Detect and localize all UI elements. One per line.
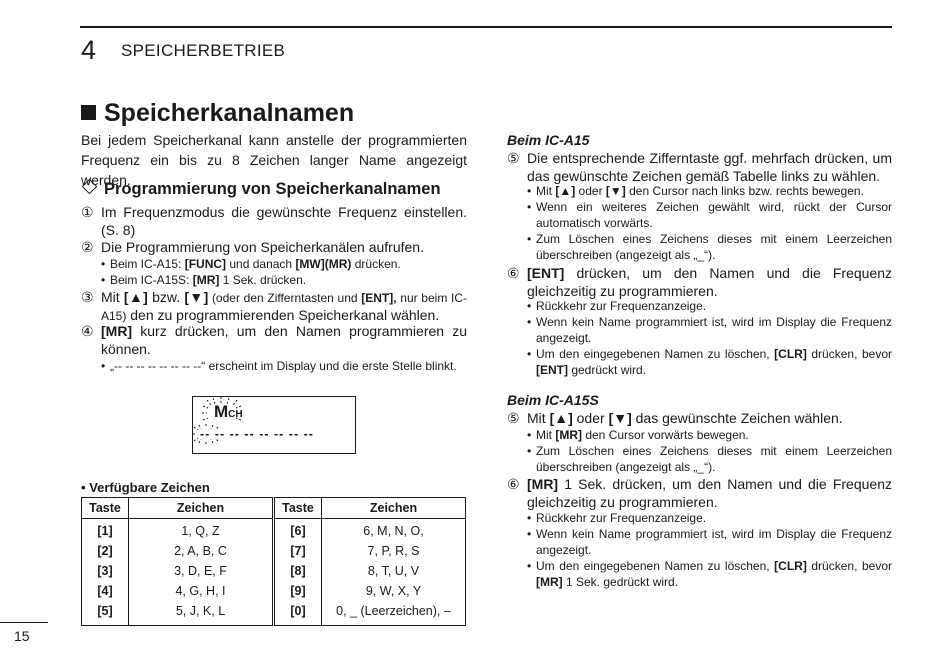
square-bullet-icon [81, 105, 96, 120]
a15s-step-6 [507, 475, 892, 511]
diamond-icon [82, 179, 98, 195]
bullet-item: • Wenn kein Name programmiert ist, wird im Display die Frequenz angezeigt. [527, 315, 892, 345]
bullet-item: • Beim IC-A15: [FUNC] und danach [MW](MR) drücken. [101, 257, 401, 271]
step-4 [81, 322, 467, 358]
table-row: [1] 1, Q, Z [6] 6, M, N, O, [82, 519, 466, 542]
step-number: ① [81, 204, 94, 220]
step-number: ⑥ [507, 265, 520, 281]
a15-step-5 [507, 149, 892, 185]
step-text: Die entsprechende Zifferntaste ggf. mehrfach drücken, um das gewünschte Zeichen gemäß Tabelle links zu wählen. [527, 150, 892, 184]
section-heading-text: Speicherkanalnamen [104, 99, 355, 127]
step-number: ⑤ [507, 150, 520, 166]
step-number: ③ [81, 289, 94, 305]
bullet-item: • Rückkehr zur Frequenzanzeige. [527, 511, 707, 525]
a15s-heading: Beim IC-A15S [507, 392, 599, 408]
step-text: Mit [▲] bzw. [▼] (oder den Zifferntasten und [ENT], nur beim IC-A15) den zu programmierenden Speicherkanal wählen. [101, 289, 468, 323]
chapter-title: SPEICHERBETRIEB [121, 41, 286, 60]
bullet-item: • Mit [▲] oder [▼] den Cursor nach links bzw. rechts bewegen. [527, 184, 864, 198]
section-heading [81, 98, 354, 128]
bullet-item: • Um den eingegebenen Namen zu löschen, [CLR] drücken, bevor [MR] 1 Sek. gedrückt wird. [527, 559, 892, 589]
table-row: [5] 5, J, K, L [0] 0, _ (Leerzeichen), – [82, 601, 466, 626]
bullet-item: • Beim IC-A15S: [MR] 1 Sek. drücken. [101, 273, 307, 287]
bullet-item: • Mit [MR] den Cursor vorwärts bewegen. [527, 428, 749, 442]
step-number: ⑥ [507, 476, 520, 492]
a15-heading: Beim IC-A15 [507, 132, 590, 148]
step-1 [81, 203, 467, 239]
page-number-rule [0, 622, 48, 623]
table-row: [2] 2, A, B, C [7] 7, P, R, S [82, 541, 466, 561]
bullet-item: • Zum Löschen eines Zeichens dieses mit einem Leerzeichen überschreiben (angezeigt als „_“). [527, 444, 892, 474]
bullet-item: • Zum Löschen eines Zeichens dieses mit einem Leerzeichen überschreiben (angezeigt als „_“). [527, 232, 892, 262]
header-rule [80, 26, 892, 28]
intro-paragraph: Bei jedem Speicherkanal kann anstelle der programmierten Frequenz ein bis zu 8 Zeichen langer Name angezeigt werden. [81, 132, 467, 188]
table-heading: • Verfügbare Zeichen [81, 480, 210, 495]
step-text: Mit [▲] oder [▼] das gewünschte Zeichen wählen. [527, 410, 843, 426]
lcd-display [192, 396, 356, 454]
bullet-item: • Wenn kein Name programmiert ist, wird im Display die Frequenz angezeigt. [527, 527, 892, 557]
step-number: ④ [81, 323, 94, 339]
subheading-text: Programmierung von Speicherkanalnamen [104, 180, 441, 198]
bullet-item: • „-- -- -- -- -- -- -- --“ erscheint im Display und die erste Stelle blinkt. [101, 359, 457, 373]
step-text: [ENT] drücken, um den Namen und die Frequenz gleichzeitig zu programmieren. [527, 265, 892, 299]
table-row: [3] 3, D, E, F [8] 8, T, U, V [82, 561, 466, 581]
lcd-dashes: -- -- -- -- -- -- -- -- [200, 427, 314, 441]
step-3 [81, 288, 467, 324]
a15s-step-5 [507, 409, 892, 427]
bullet-item: • Wenn ein weiteres Zeichen gewählt wird, rückt der Cursor automatisch vorwärts. [527, 200, 892, 230]
a15-step-6 [507, 264, 892, 300]
subheading [81, 178, 441, 200]
characters-table [81, 497, 466, 626]
page-number: 15 [14, 628, 30, 644]
bullet-item: • Um den eingegebenen Namen zu löschen, [CLR] drücken, bevor [ENT] gedrückt wird. [527, 347, 892, 377]
step-number: ⑤ [507, 410, 520, 426]
table-row: [4] 4, G, H, I [9] 9, W, X, Y [82, 581, 466, 601]
step-text: [MR] kurz drücken, um den Namen programmieren zu können. [101, 323, 467, 357]
step-text: Die Programmierung von Speicherkanälen aufrufen. [101, 239, 424, 255]
lcd-mch-label: MCH [214, 402, 243, 421]
chapter-number: 4 [81, 35, 97, 65]
step-number: ② [81, 239, 94, 255]
step-text: [MR] 1 Sek. drücken, um den Namen und die Frequenz gleichzeitig zu programmieren. [527, 476, 892, 510]
bullet-item: • Rückkehr zur Frequenzanzeige. [527, 299, 707, 313]
step-2 [81, 238, 467, 256]
step-text: Im Frequenzmodus die gewünschte Frequenz einstellen. (S. 8) [101, 204, 467, 238]
table-header-row: Taste Zeichen Taste Zeichen [82, 498, 466, 519]
